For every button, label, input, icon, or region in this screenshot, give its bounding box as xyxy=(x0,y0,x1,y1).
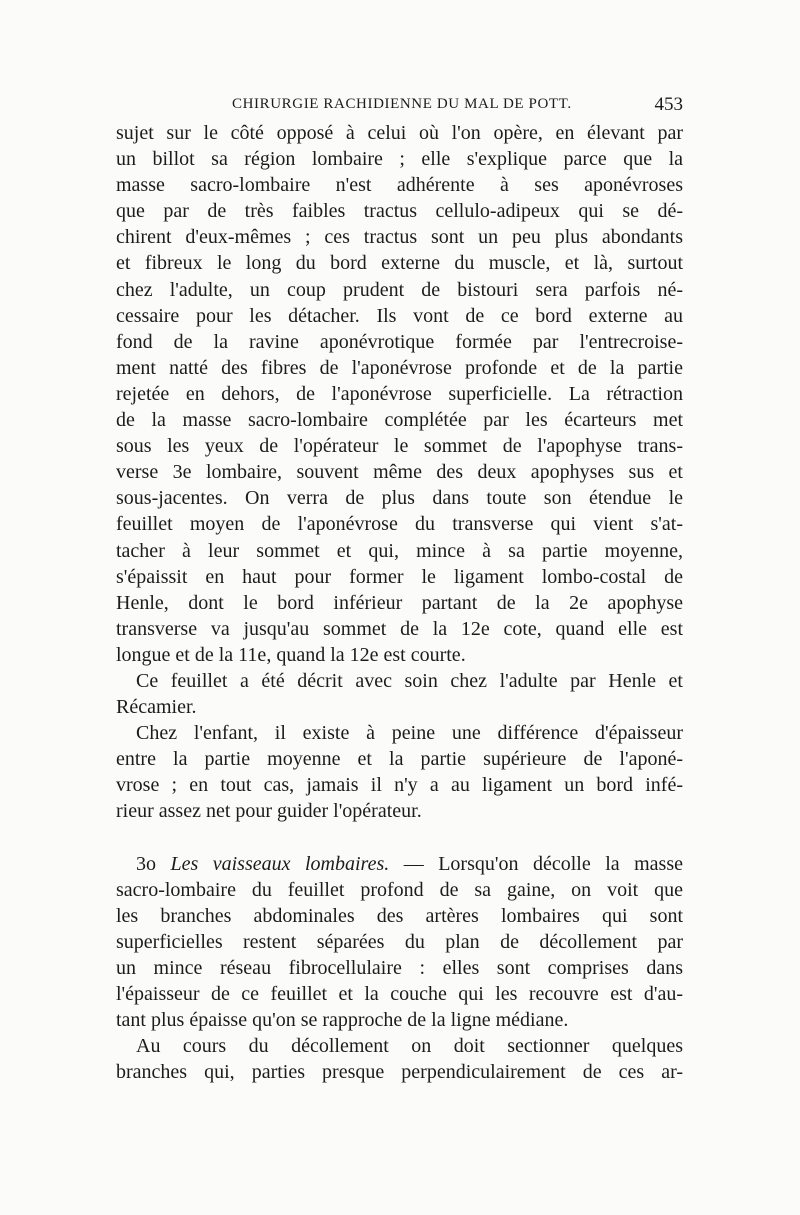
text-line: s'épaissit en haut pour former le ligament lombo-costal de xyxy=(116,565,683,588)
text-line: sacro-lombaire du feuillet profond de sa gaine, on voit que xyxy=(116,878,683,901)
text-line: rieur assez net pour guider l'opérateur. xyxy=(116,800,422,823)
section-number: 3o xyxy=(136,852,156,875)
text-line: entre la partie moyenne et la partie supérieure de l'aponé- xyxy=(116,748,683,771)
text-line: sous-jacentes. On verra de plus dans toute son étendue le xyxy=(116,487,683,510)
section-title: Les vaisseaux lombaires. xyxy=(170,852,390,875)
text-line: Récamier. xyxy=(116,696,197,719)
section-heading-rest: — Lorsqu'on décolle la masse xyxy=(389,852,683,875)
page-number: 453 xyxy=(654,94,683,115)
text-line: tacher à leur sommet et qui, mince à sa partie moyenne, xyxy=(116,539,683,562)
text-line: feuillet moyen de l'aponévrose du transverse qui vient s'at- xyxy=(116,513,683,536)
text-line: un mince réseau fibrocellulaire : elles sont comprises dans xyxy=(116,956,683,979)
text-line: que par de très faibles tractus cellulo-adipeux qui se dé- xyxy=(116,200,683,223)
text-line: rejetée en dehors, de l'aponévrose superficielle. La rétraction xyxy=(116,382,683,405)
text-line: tant plus épaisse qu'on se rapproche de la ligne médiane. xyxy=(116,1009,569,1032)
text-line: fond de la ravine aponévrotique formée par l'entrecroise- xyxy=(116,330,683,353)
text-line: masse sacro-lombaire n'est adhérente à ses aponévroses xyxy=(116,174,683,197)
book-page xyxy=(116,94,683,1085)
text-line: verse 3e lombaire, souvent même des deux apophyses sus et xyxy=(116,461,683,484)
text-line: Henle, dont le bord inférieur partant de la 2e apophyse xyxy=(116,591,683,614)
text-line: les branches abdominales des artères lombaires qui sont xyxy=(116,904,683,927)
text-line: Chez l'enfant, il existe à peine une différence d'épaisseur xyxy=(136,722,683,745)
text-line: et fibreux le long du bord externe du muscle, et là, surtout xyxy=(116,252,683,275)
text-line: transverse va jusqu'au sommet de la 12e cote, quand elle est xyxy=(116,617,683,640)
text-line: vrose ; en tout cas, jamais il n'y a au ligament un bord infé- xyxy=(116,774,683,797)
paragraph-5 xyxy=(116,1033,683,1085)
text-line: superficielles restent séparées du plan de décollement par xyxy=(116,930,683,953)
section-heading-line xyxy=(116,851,683,877)
running-title: CHIRURGIE RACHIDIENNE DU MAL DE POTT. xyxy=(232,96,572,112)
text-line: sous les yeux de l'opérateur le sommet de l'apophyse trans- xyxy=(116,435,683,458)
paragraph-3 xyxy=(116,720,683,824)
text-line: cessaire pour les détacher. Ils vont de ce bord externe au xyxy=(116,304,683,327)
text-line: ment natté des fibres de l'aponévrose profonde et de la partie xyxy=(116,356,683,379)
text-line: longue et de la 11e, quand la 12e est courte. xyxy=(116,643,466,666)
text-line: Au cours du décollement on doit sectionner quelques xyxy=(136,1035,683,1058)
text-line: chirent d'eux-mêmes ; ces tractus sont un peu plus abondants xyxy=(116,226,683,249)
text-line: branches qui, parties presque perpendiculairement de ces ar- xyxy=(116,1061,683,1084)
text-line: chez l'adulte, un coup prudent de bistouri sera parfois né- xyxy=(116,278,683,301)
text-line: un billot sa région lombaire ; elle s'explique parce que la xyxy=(116,148,683,171)
section-spacer xyxy=(116,825,683,851)
page-header xyxy=(116,94,683,120)
text-line: l'épaisseur de ce feuillet et la couche qui les recouvre est d'au- xyxy=(116,983,683,1005)
text-line: de la masse sacro-lombaire complétée par les écarteurs met xyxy=(116,409,683,432)
paragraph-2 xyxy=(116,668,683,720)
text-line: Ce feuillet a été décrit avec soin chez l'adulte par Henle et xyxy=(136,669,683,692)
paragraph-4 xyxy=(116,851,683,1034)
paragraph-1 xyxy=(116,120,683,668)
text-line: sujet sur le côté opposé à celui où l'on opère, en élevant par xyxy=(116,122,683,144)
